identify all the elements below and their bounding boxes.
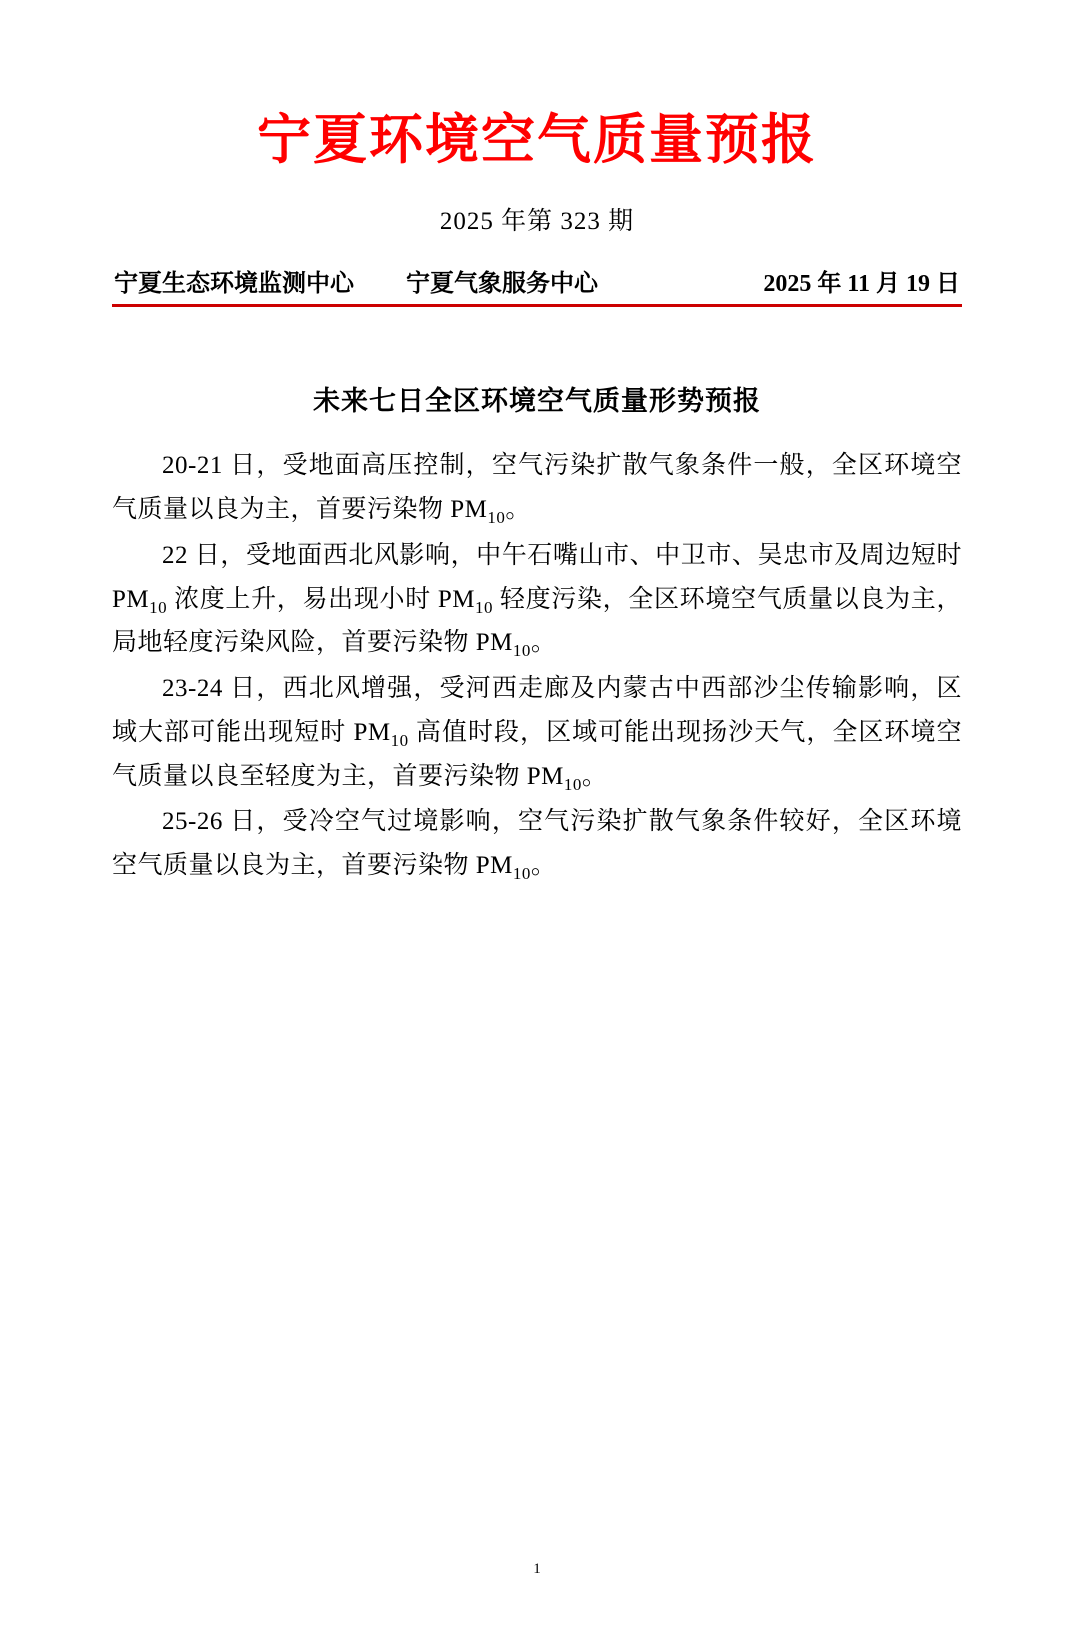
- page-title: 宁夏环境空气质量预报: [257, 107, 817, 171]
- page-number: 1: [533, 1561, 541, 1577]
- document-page: [0, 107, 1074, 1630]
- publisher-row: [112, 263, 962, 298]
- issue-number: 2025 年第 323 期: [439, 208, 635, 236]
- forecast-paragraph: 20-21 日，受地面高压控制，空气污染扩散气象条件一般，全区环境空气质量以良为主，首要污染物 $PM_{10}$。: [112, 452, 962, 528]
- forecast-body: [112, 444, 962, 888]
- forecast-paragraph: 23-24 日，西北风增强，受河西走廊及内蒙古中西部沙尘传输影响，区域大部可能出现短时 $PM_{10}$ 高值时段，区域可能出现扬沙天气，全区环境空气质量以良至轻度为主，首要污染物 $PM_{10}$。: [112, 675, 962, 794]
- publisher-weather-center: 宁夏气象服务中心: [406, 271, 598, 298]
- publisher-monitoring-center: 宁夏生态环境监测中心: [114, 271, 354, 298]
- forecast-paragraph: 25-26 日，受冷空气过境影响，空气污染扩散气象条件较好，全区环境空气质量以良为主，首要污染物 $PM_{10}$。: [112, 808, 962, 884]
- section-title: 未来七日全区环境空气质量形势预报: [313, 386, 761, 418]
- header-divider: [112, 304, 962, 307]
- forecast-paragraph: 22 日，受地面西北风影响，中午石嘴山市、中卫市、吴忠市及周边短时 $PM_{10}$ 浓度上升，易出现小时 $PM_{10}$ 轻度污染，全区环境空气质量以良为主，局地轻度污染风险，首要污染物 $PM_{10}$。: [112, 541, 962, 661]
- publish-date: 2025 年 11 月 19 日: [763, 271, 960, 298]
